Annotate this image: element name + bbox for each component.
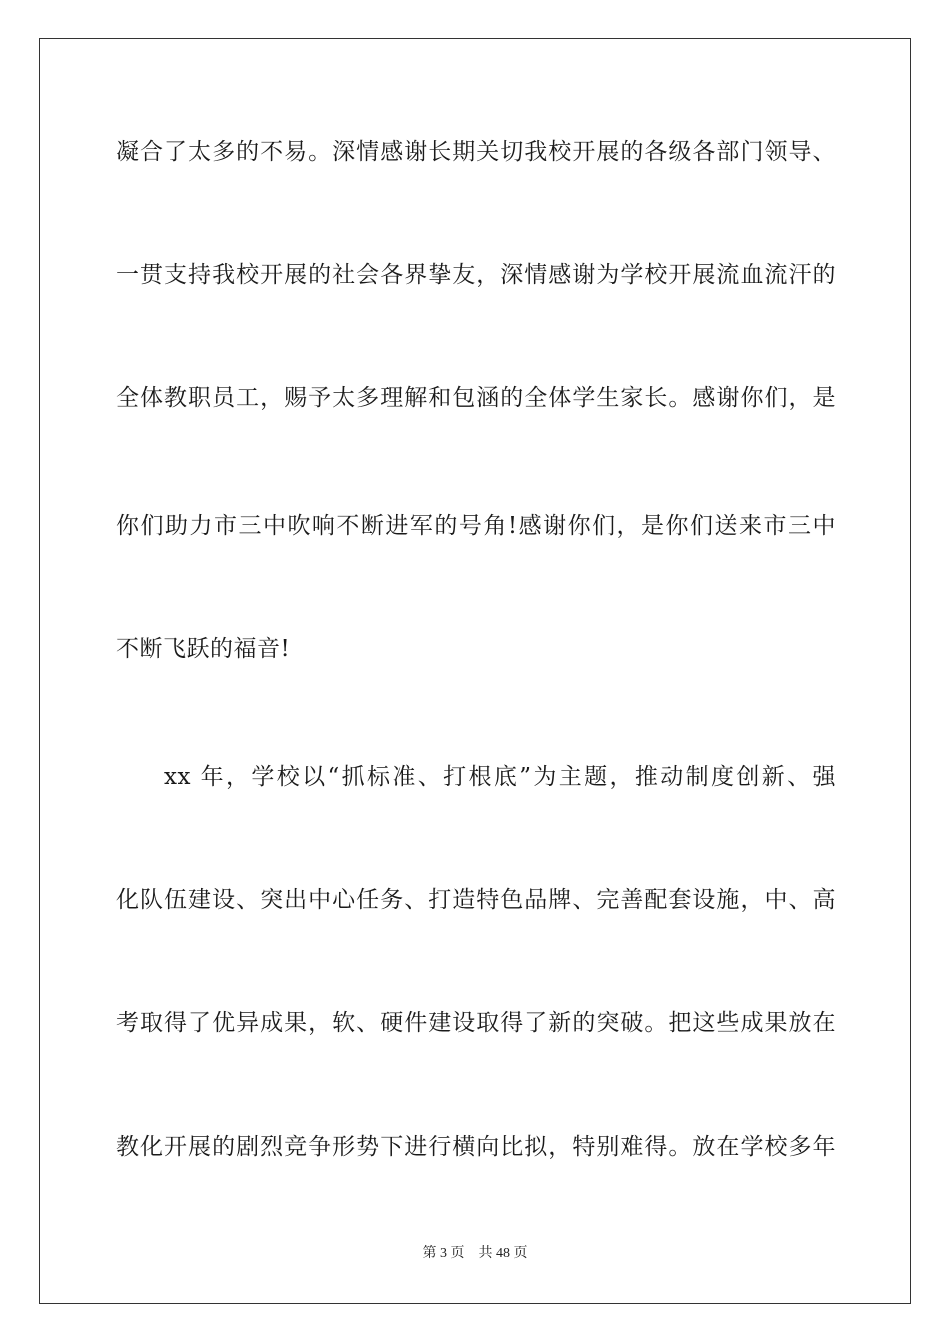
text-line-8: 考取得了优异成果，软、硬件建设取得了新的突破。把这些成果放在 <box>116 1010 836 1036</box>
page-number: 第 3 页 <box>422 1246 465 1261</box>
text-line-6: xx 年，学校以“抓标准、打根底”为主题，推动制度创新、强 <box>164 764 836 790</box>
text-line-4: 你们助力市三中吹响不断进军的号角!感谢你们，是你们送来市三中 <box>116 513 836 539</box>
page-footer <box>0 1244 950 1264</box>
page-total: 共 48 页 <box>478 1246 528 1261</box>
text-line-1: 凝合了太多的不易。深情感谢长期关切我校开展的各级各部门领导、 <box>116 139 836 165</box>
page-border <box>39 38 911 1304</box>
text-line-2: 一贯支持我校开展的社会各界挚友，深情感谢为学校开展流血流汗的 <box>116 262 836 288</box>
text-line-9: 教化开展的剧烈竞争形势下进行横向比拟，特别难得。放在学校多年 <box>116 1134 836 1160</box>
text-line-5: 不断飞跃的福音! <box>116 636 291 662</box>
text-line-7: 化队伍建设、突出中心任务、打造特色品牌、完善配套设施，中、高 <box>116 887 836 913</box>
text-line-3: 全体教职员工，赐予太多理解和包涵的全体学生家长。感谢你们，是 <box>116 385 836 411</box>
